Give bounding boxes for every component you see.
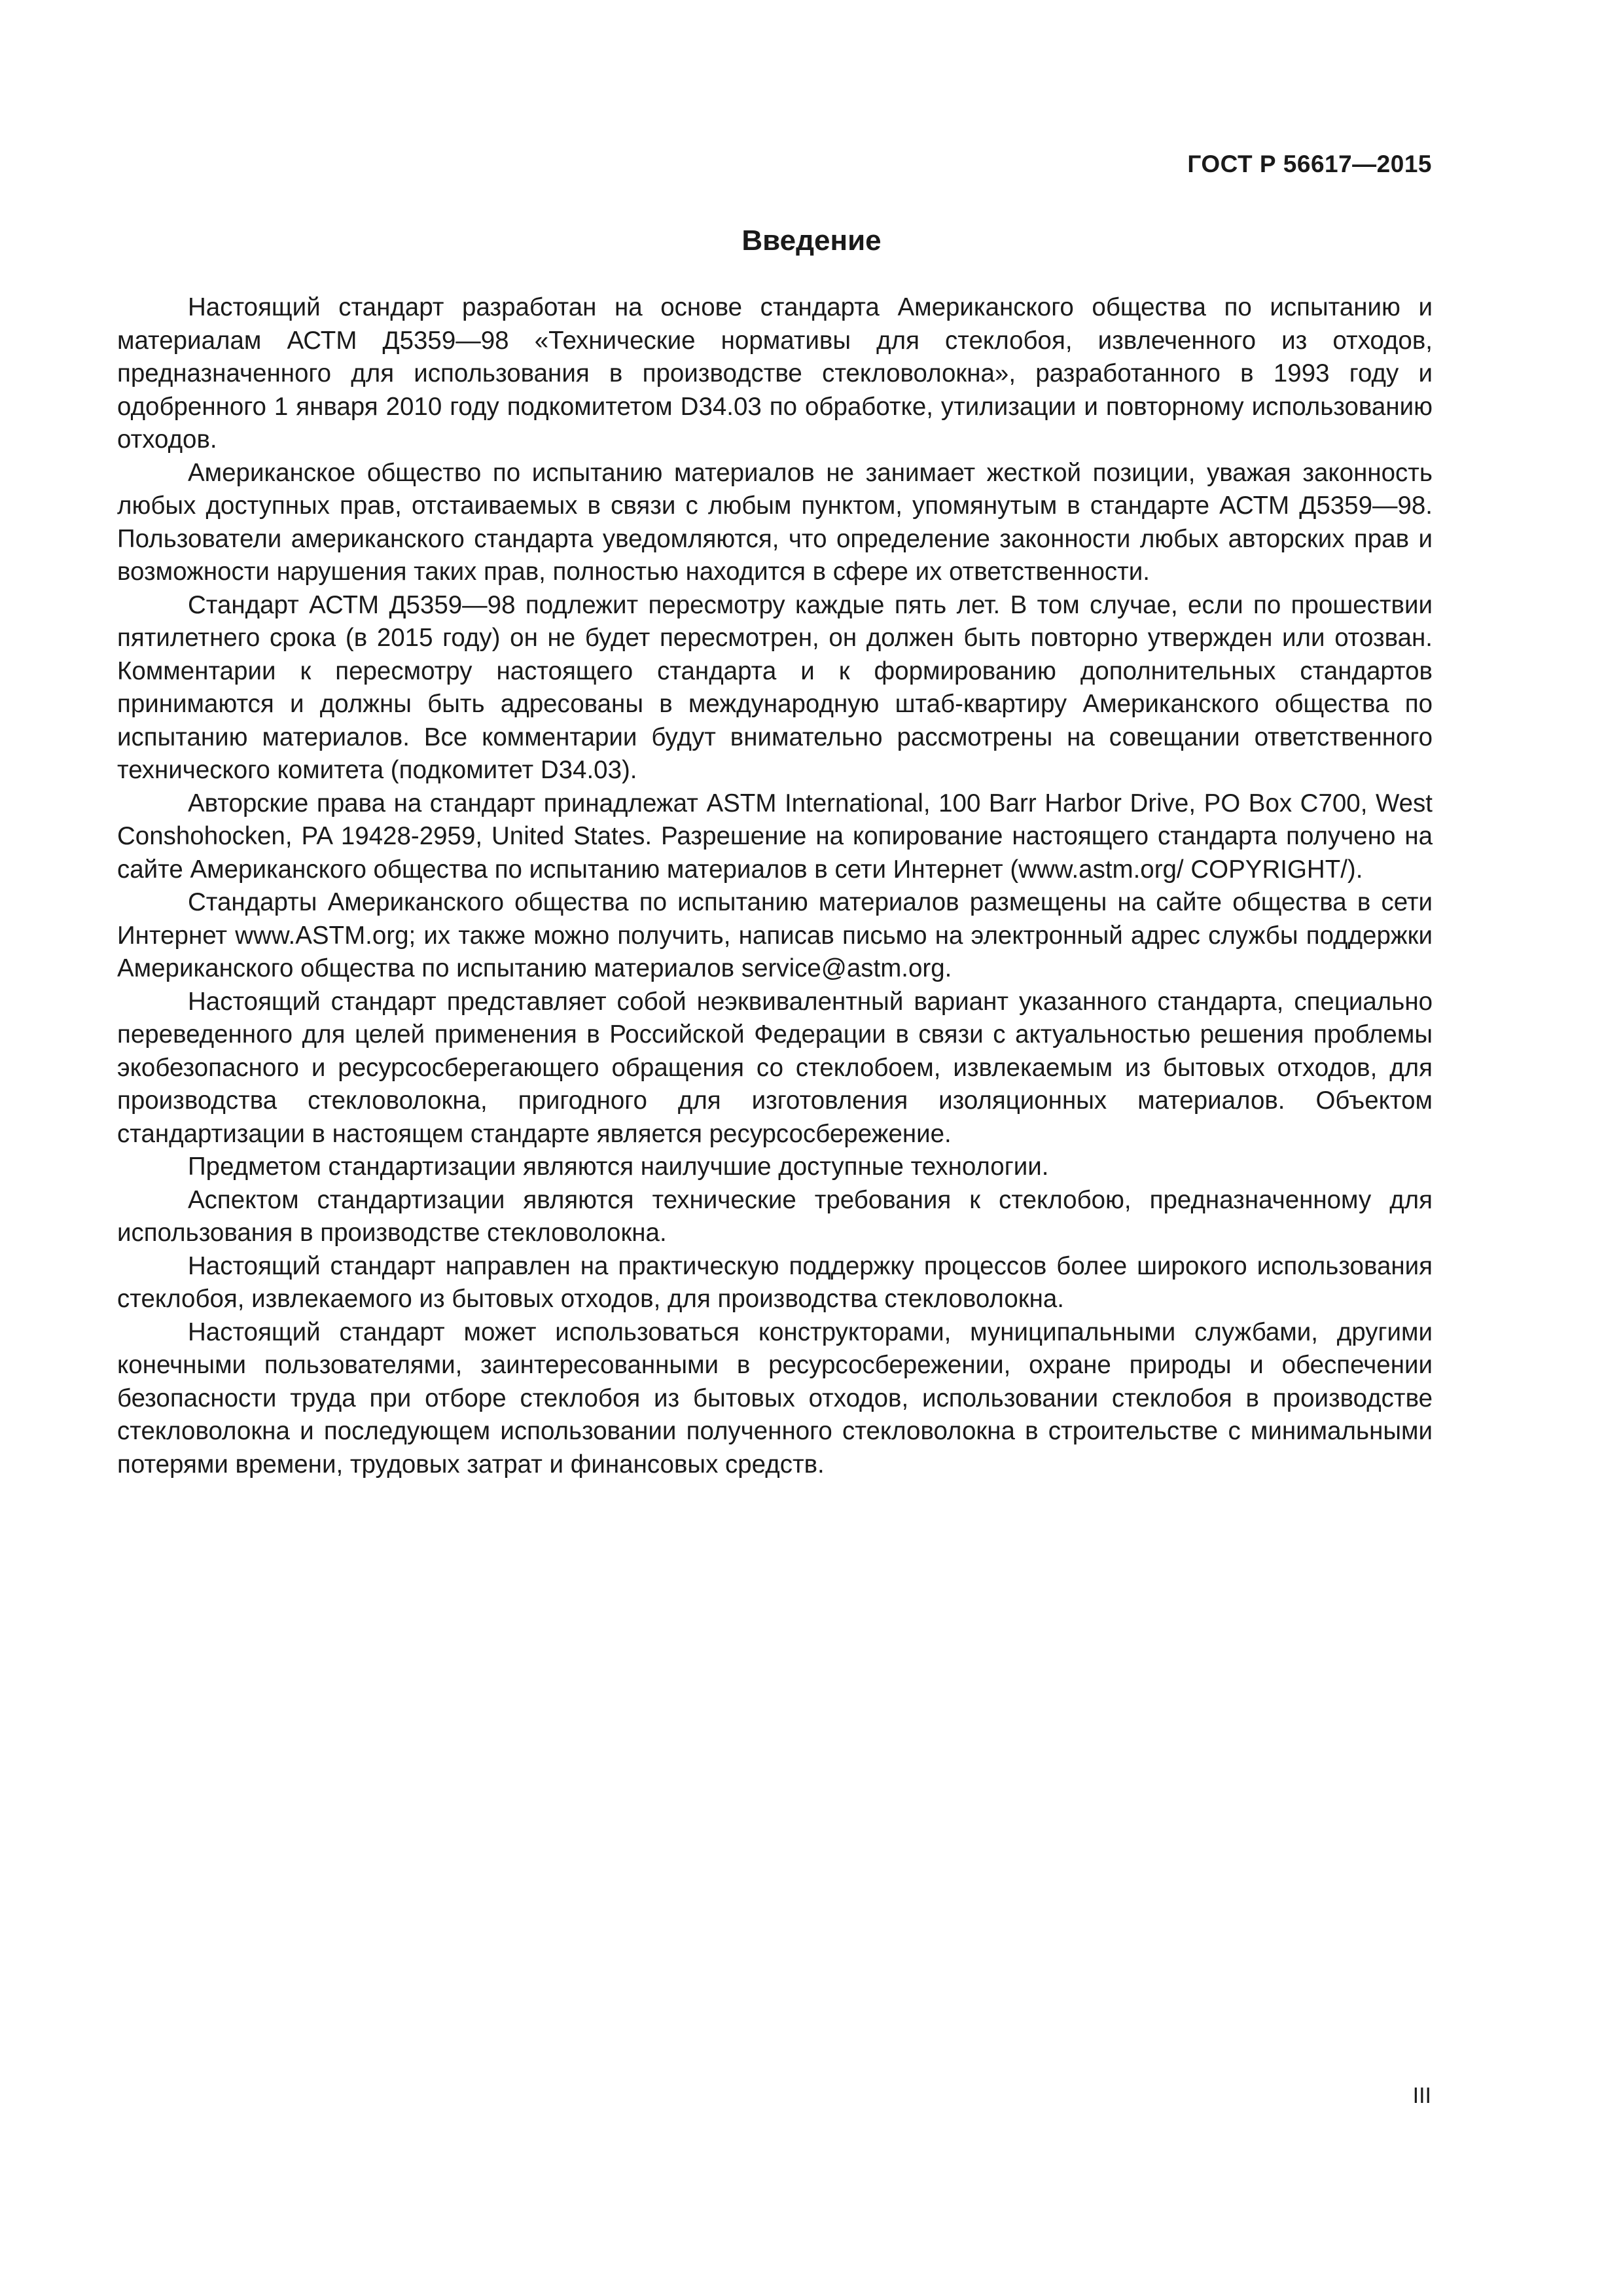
page-title: Введение <box>741 224 882 257</box>
page-number: III <box>1412 2083 1431 2108</box>
paragraph: Настоящий стандарт представляет собой неэквивалентный вариант указанного стандарта, специально переведенного для целей применения в Российской Федерации в связи с актуальностью решения проблемы экобезопасного и ресурсосберегающего обращения со стеклобоем, извлекаемым из бытовых отходов, для производства стекловолокна, пригодного для изготовления изоляционных материалов. Объектом стандартизации в настоящем стандарте является ресурсосбережение. <box>117 987 1433 1148</box>
paragraph: Предметом стандартизации являются наилучшие доступные технологии. <box>188 1153 1049 1181</box>
paragraph: Американское общество по испытанию материалов не занимает жесткой позиции, уважая законность любых доступных прав, отстаиваемых в связи с любым пунктом, упомянутым в стандарте АСТМ Д5359—98. Пользователи американского стандарта уведомляются, что определение законности любых авторских прав и возможности нарушения таких прав, полностью находится в сфере их ответственности. <box>117 458 1433 586</box>
paragraph: Авторские права на стандарт принадлежат ASTM International, 100 Barr Harbor Drive, PO Box C700, West Conshohocken, PA 19428-2959, United States. Разрешение на копирование настоящего стандарта получено на сайте Американского общества по испытанию материалов в сети Интернет (www.astm.org/ COPYRIGHT/). <box>117 789 1433 884</box>
paragraph: Стандарт АСТМ Д5359—98 подлежит пересмотру каждые пять лет. В том случае, если по прошествии пятилетнего срока (в 2015 году) он не будет пересмотрен, он должен быть повторно утвержден или отозван. Комментарии к пересмотру настоящего стандарта и к формированию дополнительных стандартов принимаются и должны быть адресованы в международную штаб-квартиру Американского общества по испытанию материалов. Все комментарии будут внимательно рассмотрены на совещании ответственного технического комитета (подкомитет D34.03). <box>117 590 1433 784</box>
paragraph: Аспектом стандартизации являются технические требования к стеклобою, предназначенному для использования в производстве стекловолокна. <box>117 1185 1433 1247</box>
paragraph: Стандарты Американского общества по испытанию материалов размещены на сайте общества в сети Интернет www.ASTM.org; их также можно получить, написав письмо на электронный адрес службы поддержки Американского общества по испытанию материалов service@astm.org. <box>117 888 1433 982</box>
paragraph: Настоящий стандарт может использоваться конструкторами, муниципальными службами, другими конечными пользователями, заинтересованными в ресурсосбережении, охране природы и обеспечении безопасности труда при отборе стеклобоя из бытовых отходов, использовании стеклобоя в производстве стекловолокна и последующем использовании полученного стекловолокна в строительстве с минимальными потерями времени, трудовых затрат и финансовых средств. <box>117 1318 1433 1479</box>
document-code: ГОСТ Р 56617—2015 <box>1187 151 1432 177</box>
introduction-body <box>117 291 1433 1481</box>
paragraph: Настоящий стандарт направлен на практическую поддержку процессов более широкого использования стеклобоя, извлекаемого из бытовых отходов, для производства стекловолокна. <box>117 1251 1433 1313</box>
paragraph: Настоящий стандарт разработан на основе стандарта Американского общества по испытанию и материалам АСТМ Д5359—98 «Технические нормативы для стеклобоя, извлеченного из отходов, предназначенного для использования в производстве стекловолокна», разработанного в 1993 году и одобренного 1 января 2010 году подкомитетом D34.03 по обработке, утилизации и повторному использованию отходов. <box>117 293 1433 454</box>
